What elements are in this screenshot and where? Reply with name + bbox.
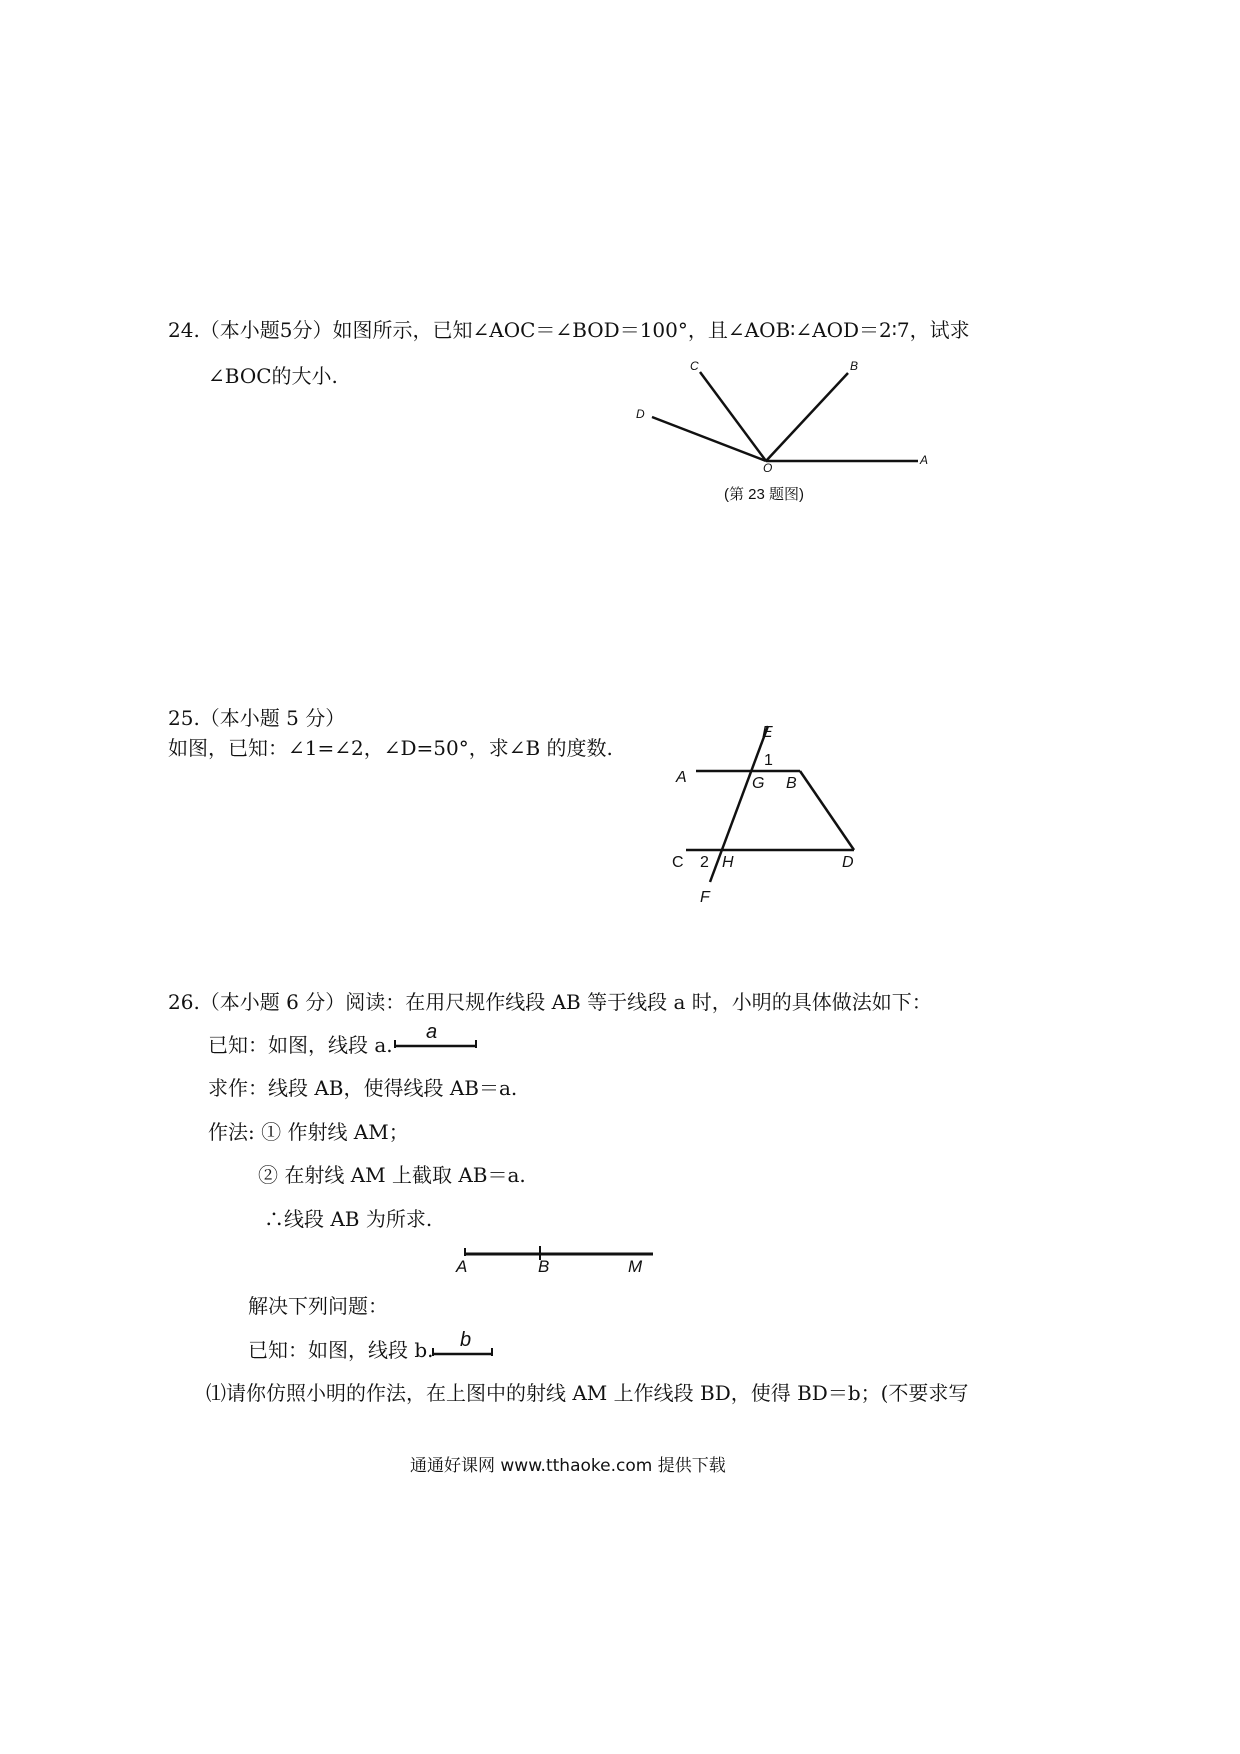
- q24-statement-line1: 24.（本小题5分）如图所示，已知∠AOC＝∠BOD＝100°，且∠AOB∶∠AOD＝2∶7，试求: [168, 318, 970, 342]
- label-C: C: [672, 854, 684, 871]
- label-C: C: [690, 359, 699, 373]
- q24-figure-caption: (第 23 题图): [724, 486, 805, 503]
- label-E: E: [762, 724, 773, 741]
- q26-therefore: ∴线段 AB 为所求.: [264, 1207, 433, 1231]
- label-angle-1: 1: [764, 752, 773, 769]
- q26-construct: 求作：线段 AB，使得线段 AB＝a.: [208, 1076, 518, 1100]
- label-angle-2: 2: [700, 854, 709, 871]
- label-O: O: [763, 461, 773, 475]
- page-footer: 通通好课网 www.tthaoke.com 提供下载: [410, 1456, 726, 1476]
- label-A: A: [920, 453, 929, 467]
- ray-label-M: M: [628, 1257, 643, 1276]
- segment-a-figure: [392, 1021, 482, 1054]
- q26-intro: 26.（本小题 6 分）阅读：在用尺规作线段 AB 等于线段 a 时，小明的具体做法如下：: [168, 990, 932, 1014]
- label-D: D: [842, 854, 854, 871]
- label-A: A: [676, 769, 687, 786]
- q26-part1: ⑴请你仿照小明的作法，在上图中的射线 AM 上作线段 BD，使得 BD＝b；(不要求写: [206, 1381, 969, 1405]
- q26-known-a: 已知：如图，线段 a.: [208, 1033, 393, 1057]
- label-F: F: [700, 889, 710, 906]
- label-B: B: [850, 359, 859, 373]
- segment-b-label: b: [460, 1329, 472, 1351]
- q25-statement: 如图，已知：∠1=∠2，∠D=50°，求∠B 的度数.: [168, 736, 613, 760]
- segment-a-label: a: [426, 1021, 438, 1043]
- q25-parallel-lines-figure: [660, 710, 900, 910]
- label-G: G: [752, 775, 765, 792]
- q26-method-step1: 作法: ① 作射线 AM；: [208, 1120, 409, 1144]
- q26-solve-heading: 解决下列问题：: [248, 1294, 388, 1318]
- q26-known-b: 已知：如图，线段 b.: [248, 1338, 434, 1362]
- q25-title: 25.（本小题 5 分）: [168, 706, 346, 730]
- q24-statement-line2: ∠BOC的大小.: [208, 364, 338, 388]
- ray-am-figure: [450, 1242, 660, 1278]
- ray-label-B: B: [538, 1257, 550, 1276]
- label-D: D: [636, 407, 645, 421]
- label-B: B: [786, 775, 797, 792]
- segment-b-figure: [430, 1330, 500, 1360]
- label-H: H: [722, 854, 734, 871]
- q26-method-step2: ② 在射线 AM 上截取 AB＝a.: [258, 1163, 526, 1187]
- ray-label-A: A: [456, 1257, 468, 1276]
